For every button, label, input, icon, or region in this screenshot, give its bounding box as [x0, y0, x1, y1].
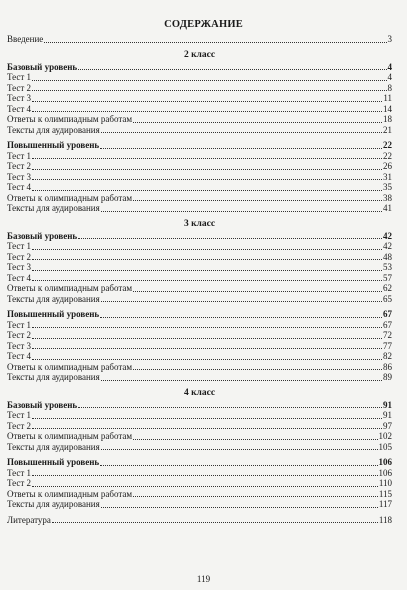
toc-entry-label: Ответы к олимпиадным работам: [7, 192, 133, 203]
toc-entry: [7, 193, 392, 204]
toc-entry-label: Ответы к олимпиадным работам: [7, 431, 133, 441]
toc-entry-page: 57: [383, 272, 392, 283]
leader-dots: [32, 428, 382, 429]
toc-entry-label: Тест 2: [7, 161, 32, 171]
toc-entry: [7, 203, 392, 214]
toc-entry-label: Тест 1: [7, 319, 32, 330]
leader-dots: [32, 80, 386, 81]
toc-entry-label: Тест 3: [7, 262, 32, 272]
toc-entry-page: 106: [378, 467, 392, 478]
grade-block: [7, 48, 392, 214]
leader-dots: [133, 291, 382, 292]
toc-entry-page: 82: [383, 351, 392, 361]
toc-entry-page: 72: [383, 330, 392, 340]
grade-block: [7, 217, 392, 383]
toc-entry-label: Тест 3: [7, 93, 32, 103]
page-number: 119: [196, 574, 211, 584]
toc-entry-label: Тест 1: [7, 410, 32, 420]
leader-dots: [32, 90, 386, 91]
toc-entry-label: Тексты для аудирования: [7, 499, 100, 509]
toc-entry-literature: [7, 515, 392, 526]
toc-entry: [7, 114, 392, 125]
leader-dots: [32, 338, 382, 339]
leader-dots: [32, 249, 382, 250]
toc-entry: [7, 341, 392, 352]
toc-entry-page: 67: [383, 309, 392, 319]
toc-entry-page: 117: [378, 499, 392, 509]
toc-entry: [7, 478, 392, 489]
table-of-contents: [7, 34, 392, 525]
grade-title: 3 класс: [183, 218, 216, 229]
toc-entry-page: 115: [378, 488, 392, 499]
leader-dots: [101, 449, 378, 450]
toc-section-header: [7, 140, 392, 151]
toc-entry-page: 53: [383, 262, 392, 272]
toc-entry-page: 8: [387, 82, 392, 93]
toc-entry-label: Повышенный уровень: [7, 457, 100, 467]
toc-entry-page: 22: [383, 150, 392, 161]
grade-title: 4 класс: [183, 387, 216, 398]
toc-section-header: [7, 400, 392, 411]
toc-entry-page: 18: [383, 114, 392, 124]
leader-dots: [133, 369, 382, 370]
leader-dots: [32, 327, 382, 328]
toc-entry-page: 4: [387, 61, 392, 72]
toc-entry-page: 3: [387, 34, 392, 44]
toc-entry-label: Ответы к олимпиадным работам: [7, 114, 133, 124]
toc-entry-page: 77: [383, 340, 392, 351]
toc-entry-page: 22: [383, 140, 392, 150]
toc-entry-page: 65: [383, 293, 392, 304]
toc-entry: [7, 125, 392, 136]
leader-dots: [32, 280, 382, 281]
toc-entry: [7, 489, 392, 500]
toc-entry: [7, 182, 392, 193]
leader-dots: [101, 507, 378, 508]
toc-section-header: [7, 457, 392, 468]
toc-entry: [7, 410, 392, 421]
toc-entry-page: 106: [378, 457, 392, 467]
toc-entry-page: 97: [383, 420, 392, 431]
toc-entry: [7, 151, 392, 162]
leader-dots: [32, 179, 382, 180]
toc-entry-label: Тест 4: [7, 103, 32, 114]
toc-entry-label: Тексты для аудирования: [7, 372, 100, 382]
leader-dots: [101, 380, 382, 381]
toc-entry: [7, 93, 392, 104]
toc-entry: [7, 161, 392, 172]
toc-entry-page: 91: [383, 410, 392, 420]
toc-entry-page: 105: [378, 441, 392, 452]
leader-dots: [133, 439, 377, 440]
leader-dots: [100, 148, 382, 149]
toc-section-header: [7, 231, 392, 242]
toc-entry-label: Тест 4: [7, 272, 32, 283]
toc-entry-page: 110: [378, 478, 392, 488]
toc-entry-label: Базовый уровень: [7, 61, 78, 72]
leader-dots: [44, 42, 386, 43]
toc-entry-label: Тест 1: [7, 467, 32, 478]
toc-entry: [7, 499, 392, 510]
leader-dots: [32, 418, 382, 419]
toc-entry: [7, 431, 392, 442]
toc-entry: [7, 172, 392, 183]
toc-entry-page: 48: [383, 251, 392, 262]
toc-entry-page: 31: [383, 171, 392, 182]
toc-entry-label: Ответы к олимпиадным работам: [7, 361, 133, 372]
toc-section-header: [7, 62, 392, 73]
toc-entry: [7, 330, 392, 341]
toc-entry-label: Тест 2: [7, 251, 32, 262]
leader-dots: [32, 359, 382, 360]
toc-entry-page: 42: [383, 241, 392, 251]
leader-dots: [32, 190, 382, 191]
toc-entry: [7, 372, 392, 383]
leader-dots: [32, 475, 377, 476]
toc-entry-label: Тест 4: [7, 351, 32, 361]
toc-entry-label: Тест 1: [7, 241, 32, 251]
toc-entry-page: 14: [383, 103, 392, 114]
toc-entry-page: 62: [383, 283, 392, 293]
toc-entry-page: 4: [387, 72, 392, 82]
toc-entry-label: Тексты для аудирования: [7, 293, 100, 304]
toc-entry-label: Тест 4: [7, 182, 32, 192]
grades-list: [7, 48, 392, 510]
toc-entry-page: 38: [383, 192, 392, 203]
toc-entry-label: Тексты для аудирования: [7, 124, 100, 135]
toc-entry-page: 11: [383, 93, 392, 103]
toc-entry-page: 26: [383, 161, 392, 171]
leader-dots: [78, 69, 386, 70]
page-title: СОДЕРЖАНИЕ: [164, 19, 243, 30]
toc-entry-page: 102: [378, 431, 392, 441]
toc-section-header: [7, 309, 392, 320]
toc-entry: [7, 273, 392, 284]
leader-dots: [133, 200, 382, 201]
toc-entry-label: Тест 3: [7, 340, 32, 351]
leader-dots: [32, 348, 382, 349]
toc-entry-label: Тест 2: [7, 330, 32, 340]
toc-entry-label: Тест 2: [7, 82, 32, 93]
toc-entry-page: 41: [383, 203, 392, 213]
leader-dots: [32, 270, 382, 271]
toc-entry-label: Тест 2: [7, 478, 32, 488]
toc-entry-page: 91: [383, 399, 392, 410]
toc-entry-label: Повышенный уровень: [7, 140, 100, 150]
toc-entry-page: 42: [383, 230, 392, 241]
toc-entry-label: Литература: [7, 514, 51, 525]
toc-entry-label: Базовый уровень: [7, 230, 78, 241]
toc-entry-page: 86: [383, 361, 392, 372]
toc-entry: [7, 72, 392, 83]
toc-entry: [7, 252, 392, 263]
leader-dots: [101, 132, 382, 133]
toc-entry-page: 118: [378, 514, 392, 525]
leader-dots: [100, 317, 382, 318]
toc-entry: [7, 283, 392, 294]
toc-entry-label: Введение: [7, 34, 44, 44]
leader-dots: [32, 486, 378, 487]
toc-entry-label: Базовый уровень: [7, 399, 78, 410]
toc-entry-label: Тест 2: [7, 420, 32, 431]
toc-entry: [7, 241, 392, 252]
toc-entry: [7, 83, 392, 94]
leader-dots: [32, 259, 382, 260]
leader-dots: [100, 465, 377, 466]
toc-entry-label: Повышенный уровень: [7, 309, 100, 319]
leader-dots: [101, 211, 382, 212]
leader-dots: [32, 169, 382, 170]
toc-entry-page: 21: [383, 124, 392, 135]
toc-entry-label: Ответы к олимпиадным работам: [7, 488, 133, 499]
leader-dots: [78, 238, 382, 239]
leader-dots: [133, 496, 378, 497]
toc-entry-page: 35: [383, 182, 392, 192]
grade-block: [7, 386, 392, 510]
toc-entry-label: Тест 3: [7, 171, 32, 182]
toc-entry: [7, 442, 392, 453]
toc-entry-label: Тексты для аудирования: [7, 203, 100, 213]
toc-entry: [7, 468, 392, 479]
toc-entry: [7, 421, 392, 432]
leader-dots: [32, 101, 382, 102]
toc-entry: [7, 262, 392, 273]
grade-title: 2 класс: [183, 49, 216, 60]
toc-entry-page: 89: [383, 372, 392, 382]
toc-entry-intro: [7, 34, 392, 45]
toc-entry: [7, 294, 392, 305]
toc-entry-label: Ответы к олимпиадным работам: [7, 283, 133, 293]
toc-entry-label: Тест 1: [7, 150, 32, 161]
toc-entry: [7, 351, 392, 362]
toc-entry-label: Тексты для аудирования: [7, 441, 100, 452]
toc-entry: [7, 104, 392, 115]
toc-entry: [7, 320, 392, 331]
toc-entry: [7, 362, 392, 373]
leader-dots: [32, 111, 382, 112]
leader-dots: [32, 158, 382, 159]
leader-dots: [133, 122, 382, 123]
leader-dots: [52, 522, 378, 523]
toc-entry-label: Тест 1: [7, 72, 32, 82]
leader-dots: [101, 301, 382, 302]
leader-dots: [78, 407, 382, 408]
toc-entry-page: 67: [383, 319, 392, 330]
